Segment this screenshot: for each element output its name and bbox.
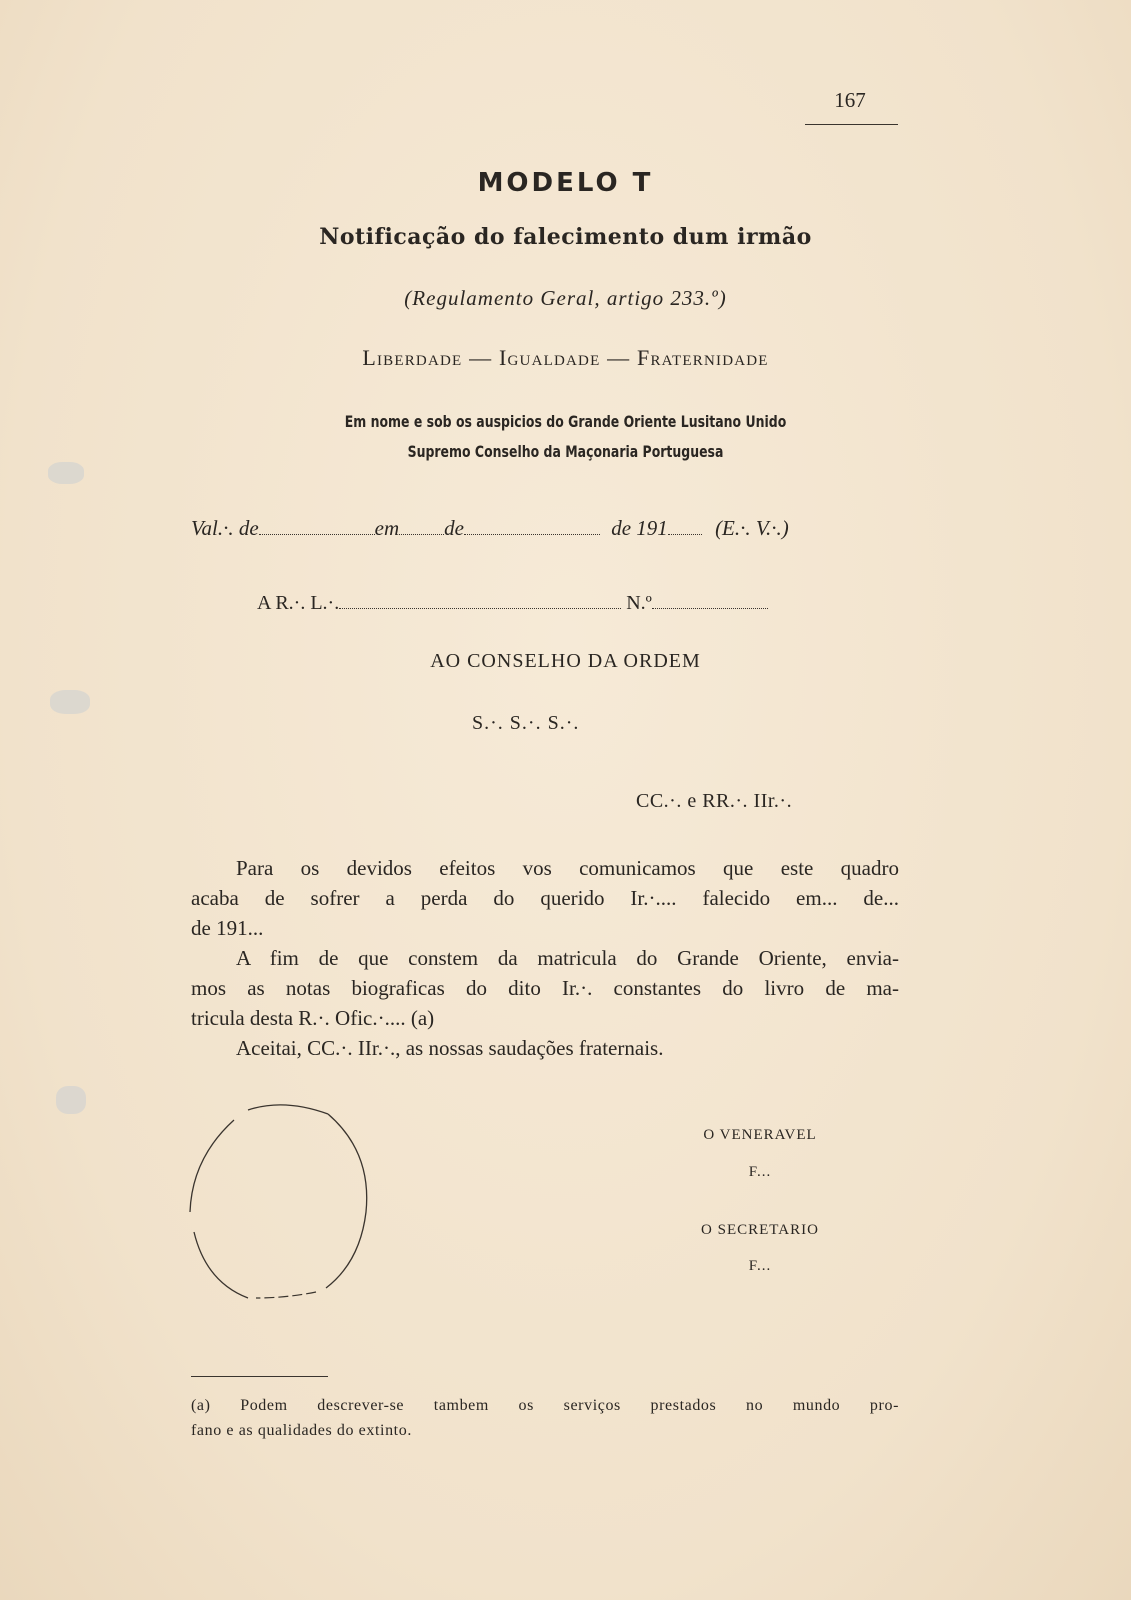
regulation-reference: (Regulamento Geral, artigo 233.º): [404, 286, 727, 310]
auspices-line-1: Em nome e sob os auspicios do Grande Oriente Lusitano Unido: [344, 412, 787, 431]
text-line: mos as notas biograficas do dito Ir.·. constantes do livro de ma-: [191, 976, 899, 1000]
paragraph: [191, 1033, 899, 1063]
venerable-signature[interactable]: F...: [748, 1164, 772, 1180]
binding-hole: [56, 1086, 86, 1114]
dateline-em: em: [374, 516, 400, 540]
dateline-year: de 191: [611, 516, 668, 540]
greeting: S.·. S.·. S.·.: [472, 712, 580, 734]
blank-field[interactable]: [399, 516, 444, 535]
dateline-era: (E.·. V.·.): [715, 516, 789, 540]
footnote-line: (a) Podem descrever-se tambem os serviços prestados no mundo pro-: [191, 1397, 899, 1414]
footnote: [191, 1393, 899, 1443]
auspices-line-2: Supremo Conselho da Maçonaria Portuguesa: [407, 442, 724, 461]
blank-field[interactable]: [668, 516, 702, 535]
text-line: A fim de que constem da matricula do Grande Oriente, envia-: [236, 946, 899, 970]
blank-field[interactable]: [339, 590, 621, 609]
secretary-title: O SECRETARIO: [701, 1222, 819, 1238]
paragraph: [191, 853, 899, 883]
seal-placeholder-icon: [186, 1102, 382, 1302]
paragraph: [191, 943, 899, 973]
motto: Liberdade — Igualdade — Fraternidade: [362, 345, 769, 370]
binding-hole: [48, 462, 84, 484]
binding-hole: [50, 690, 90, 714]
secretary-signature[interactable]: F...: [748, 1258, 772, 1274]
lodge-line: [257, 590, 768, 615]
dateline-val: Val.·. de: [191, 516, 259, 540]
body-text: [191, 853, 899, 1063]
dateline: [191, 516, 789, 541]
text-line: acaba de sofrer a perda do querido Ir.·.... falecido em... de...: [191, 886, 899, 910]
lodge-label: A R.·. L.·.: [257, 592, 340, 614]
footnote-line: fano e as qualidades do extinto.: [191, 1422, 412, 1439]
venerable-title: O VENERAVEL: [703, 1127, 817, 1143]
text-line: Aceitai, CC.·. IIr.·., as nossas saudações fraternais.: [236, 1036, 664, 1060]
blank-field[interactable]: [259, 516, 375, 535]
page-number: 167: [834, 88, 866, 112]
blank-field[interactable]: [464, 516, 600, 535]
dateline-de: de: [444, 516, 464, 540]
lodge-number-label: N.º: [626, 592, 652, 614]
paragraph-continuation: [191, 973, 899, 1033]
blank-field[interactable]: [652, 590, 768, 609]
addressee: AO CONSELHO DA ORDEM: [430, 650, 701, 672]
notice-title: Notificação do falecimento dum irmão: [319, 224, 812, 250]
text-line: Para os devidos efeitos vos comunicamos que este quadro: [236, 856, 899, 880]
paragraph-continuation: [191, 883, 899, 943]
footnote-rule: [191, 1376, 328, 1377]
salutation: CC.·. e RR.·. IIr.·.: [636, 790, 793, 812]
page-number-rule: [805, 124, 898, 125]
text-line: de 191...: [191, 916, 264, 940]
model-title: MODELO T: [477, 168, 654, 198]
text-line: tricula desta R.·. Ofic.·.... (a): [191, 1006, 435, 1030]
